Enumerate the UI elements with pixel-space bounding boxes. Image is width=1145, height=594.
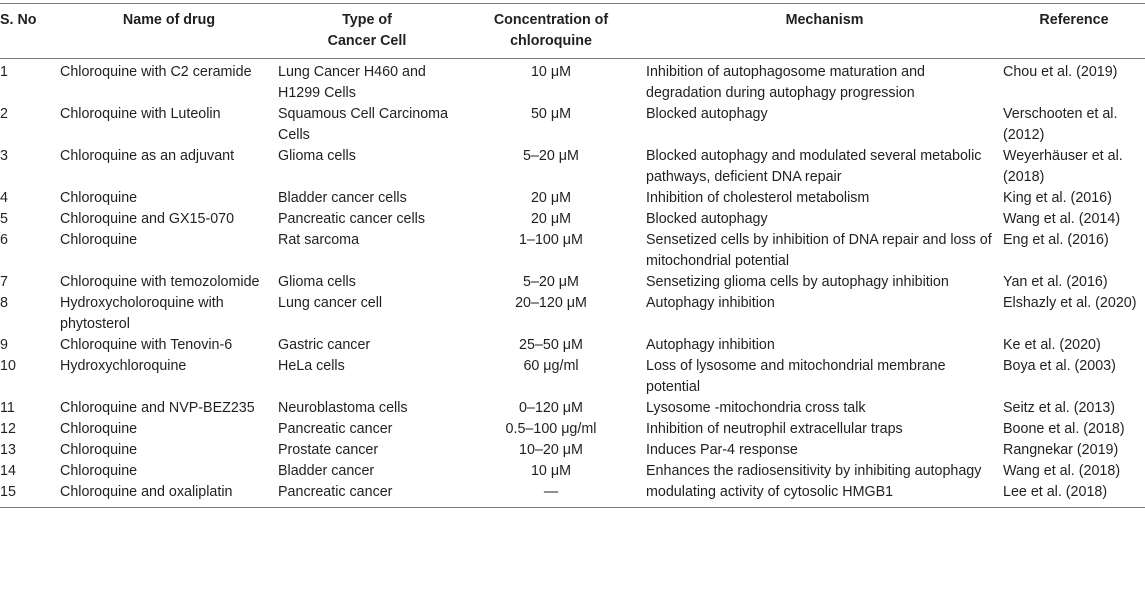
cell-drug: Chloroquine and oxaliplatin	[60, 484, 233, 500]
header-type-line1: Type of	[342, 12, 392, 28]
table-row	[0, 209, 1145, 230]
cell-reference: Boya et al. (2003)	[1003, 358, 1116, 374]
table-row	[0, 104, 1145, 146]
table-row	[0, 146, 1145, 188]
cell-reference: Verschooten et al. (2012)	[1003, 106, 1118, 143]
table-row	[0, 335, 1145, 356]
cell-drug: Chloroquine	[60, 232, 138, 248]
cell-drug: Chloroquine	[60, 421, 138, 437]
header-conc	[456, 4, 646, 59]
cell-mechanism: Blocked autophagy	[646, 211, 768, 227]
drug-table	[0, 3, 1145, 508]
cell-sno: 13	[0, 442, 16, 458]
cell-drug: Chloroquine as an adjuvant	[60, 148, 235, 164]
cell-mechanism: Autophagy inhibition	[646, 337, 775, 353]
cell-mechanism: Autophagy inhibition	[646, 295, 775, 311]
cell-concentration: 10 μM	[530, 463, 572, 479]
cell-mechanism: Sensetized cells by inhibition of DNA repair and loss of mitochondrial potential	[646, 232, 992, 269]
header-drug: Name of drug	[122, 12, 216, 28]
cell-mechanism: Lysosome -mitochondria cross talk	[646, 400, 866, 416]
table-row	[0, 59, 1145, 105]
cell-drug: Chloroquine and GX15-070	[60, 211, 235, 227]
table-row	[0, 230, 1145, 272]
cell-type: Pancreatic cancer	[278, 484, 393, 500]
table-row	[0, 419, 1145, 440]
header-sno: S. No	[0, 12, 37, 28]
table-row	[0, 461, 1145, 482]
cell-drug: Chloroquine and NVP-BEZ235	[60, 400, 255, 416]
cell-reference: Rangnekar (2019)	[1003, 442, 1119, 458]
cell-mechanism: Inhibition of autophagosome maturation and degradation during autophagy progression	[646, 64, 925, 101]
cell-drug: Chloroquine	[60, 190, 138, 206]
cell-concentration: 25–50 μM	[519, 337, 583, 353]
cell-concentration: 5–20 μM	[523, 148, 579, 164]
cell-type: Neuroblastoma cells	[278, 400, 408, 416]
cell-concentration: —	[543, 484, 559, 500]
cell-reference: Boone et al. (2018)	[1003, 421, 1125, 437]
table-row	[0, 188, 1145, 209]
cell-reference: Elshazly et al. (2020)	[1003, 295, 1137, 311]
header-type-line2: Cancer Cell	[327, 33, 407, 49]
header-type	[278, 4, 456, 59]
cell-reference: King et al. (2016)	[1003, 190, 1112, 206]
cell-sno: 1	[0, 64, 8, 80]
cell-type: Pancreatic cancer	[278, 421, 393, 437]
cell-type: Lung cancer cell	[278, 295, 383, 311]
cell-concentration: 0–120 μM	[519, 400, 583, 416]
cell-reference: Weyerhäuser et al. (2018)	[1003, 148, 1123, 185]
cell-type: Bladder cancer cells	[278, 190, 407, 206]
table-header	[0, 4, 1145, 59]
cell-mechanism: Loss of lysosome and mitochondrial membrane potential	[646, 358, 946, 395]
cell-drug: Chloroquine with Luteolin	[60, 106, 221, 122]
cell-type: Bladder cancer	[278, 463, 375, 479]
cell-concentration: 1–100 μM	[519, 232, 583, 248]
cell-mechanism: Inhibition of neutrophil extracellular traps	[646, 421, 903, 437]
cell-drug: Chloroquine	[60, 463, 138, 479]
cell-reference: Lee et al. (2018)	[1003, 484, 1108, 500]
cell-concentration: 0.5–100 μg/ml	[505, 421, 597, 437]
cell-reference: Eng et al. (2016)	[1003, 232, 1109, 248]
cell-reference: Chou et al. (2019)	[1003, 64, 1118, 80]
cell-concentration: 10 μM	[530, 64, 572, 80]
cell-mechanism: Inhibition of cholesterol metabolism	[646, 190, 870, 206]
table-row	[0, 356, 1145, 398]
cell-sno: 3	[0, 148, 8, 164]
cell-reference: Ke et al. (2020)	[1003, 337, 1101, 353]
cell-sno: 5	[0, 211, 8, 227]
cell-mechanism: Sensetizing glioma cells by autophagy inhibition	[646, 274, 949, 290]
cell-type: Prostate cancer	[278, 442, 379, 458]
cell-concentration: 10–20 μM	[519, 442, 583, 458]
cell-concentration: 20 μM	[530, 211, 572, 227]
cell-type: Lung Cancer H460 and H1299 Cells	[278, 64, 426, 101]
cell-type: Glioma cells	[278, 148, 356, 164]
cell-drug: Chloroquine with Tenovin-6	[60, 337, 233, 353]
cell-drug: Hydroxychloroquine	[60, 358, 187, 374]
cell-concentration: 50 μM	[530, 106, 572, 122]
cell-drug: Chloroquine with C2 ceramide	[60, 64, 252, 80]
cell-mechanism: Enhances the radiosensitivity by inhibiting autophagy	[646, 463, 982, 479]
cell-mechanism: Blocked autophagy	[646, 106, 768, 122]
cell-reference: Yan et al. (2016)	[1003, 274, 1108, 290]
cell-drug: Hydroxycholoroquine with phytosterol	[60, 295, 224, 332]
cell-type: Pancreatic cancer cells	[278, 211, 426, 227]
cell-sno: 8	[0, 295, 8, 311]
cell-type: Glioma cells	[278, 274, 356, 290]
cell-concentration: 60 μg/ml	[523, 358, 579, 374]
cell-sno: 11	[0, 400, 15, 416]
cell-sno: 4	[0, 190, 8, 206]
header-reference: Reference	[1039, 12, 1109, 28]
cell-mechanism: Blocked autophagy and modulated several metabolic pathways, deficient DNA repair	[646, 148, 982, 185]
header-conc-line1: Concentration of	[493, 12, 609, 28]
cell-sno: 7	[0, 274, 8, 290]
cell-type: HeLa cells	[278, 358, 345, 374]
cell-concentration: 5–20 μM	[523, 274, 579, 290]
cell-type: Squamous Cell Carcinoma Cells	[278, 106, 449, 143]
cell-drug: Chloroquine	[60, 442, 138, 458]
cell-mechanism: modulating activity of cytosolic HMGB1	[646, 484, 894, 500]
cell-concentration: 20 μM	[530, 190, 572, 206]
cell-reference: Wang et al. (2014)	[1003, 211, 1121, 227]
cell-type: Rat sarcoma	[278, 232, 360, 248]
cell-sno: 2	[0, 106, 8, 122]
cell-sno: 9	[0, 337, 8, 353]
header-mechanism: Mechanism	[785, 12, 864, 28]
cell-sno: 12	[0, 421, 16, 437]
table-row	[0, 272, 1145, 293]
cell-type: Gastric cancer	[278, 337, 371, 353]
cell-sno: 10	[0, 358, 16, 374]
cell-sno: 14	[0, 463, 16, 479]
header-conc-line2: chloroquine	[510, 33, 592, 49]
cell-concentration: 20–120 μM	[515, 295, 587, 311]
table-row	[0, 440, 1145, 461]
cell-reference: Seitz et al. (2013)	[1003, 400, 1116, 416]
table-row	[0, 398, 1145, 419]
table-row	[0, 482, 1145, 508]
header-row	[0, 4, 1145, 59]
cell-reference: Wang et al. (2018)	[1003, 463, 1121, 479]
table-body	[0, 59, 1145, 508]
table-row	[0, 293, 1145, 335]
cell-mechanism: Induces Par-4 response	[646, 442, 798, 458]
cell-sno: 15	[0, 484, 16, 500]
cell-sno: 6	[0, 232, 8, 248]
cell-drug: Chloroquine with temozolomide	[60, 274, 260, 290]
